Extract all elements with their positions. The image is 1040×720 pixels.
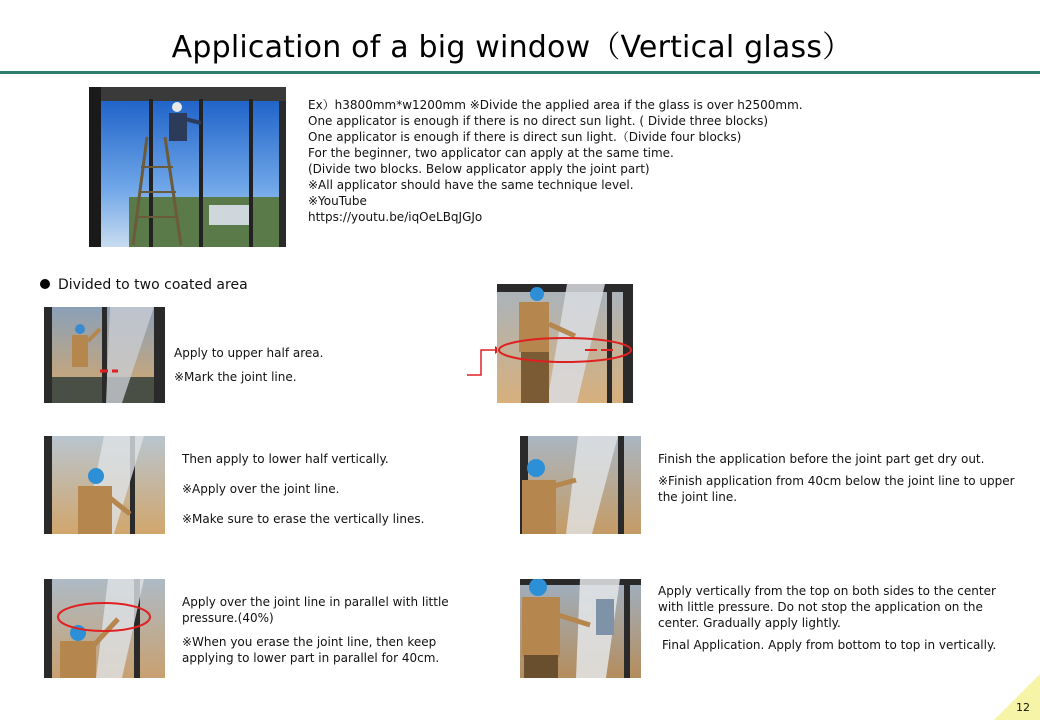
step5-photo — [520, 579, 641, 678]
step-line: Finish the application before the joint part get dry out. — [658, 452, 985, 466]
step4-photo — [520, 436, 641, 534]
step-line: Then apply to lower half vertically. — [182, 452, 389, 466]
intro-line: One applicator is enough if there is direct sun light.（Divide four blocks) — [308, 130, 742, 144]
page-number: 12 — [1016, 701, 1030, 714]
intro-photo — [89, 87, 286, 247]
step1-joint-photo — [497, 284, 633, 403]
step5-text — [658, 583, 998, 653]
step3-photo — [44, 579, 165, 678]
youtube-link[interactable]: https://youtu.be/iqOeLBqJGJo — [308, 210, 483, 224]
intro-line: (Divide two blocks. Below applicator apply the joint part) — [308, 162, 650, 176]
step4-text — [658, 451, 1018, 505]
intro-line: One applicator is enough if there is no direct sun light. ( Divide three blocks) — [308, 114, 768, 128]
step1-text — [174, 345, 464, 385]
step-line: Apply vertically from the top on both sides to the center with little pressure. Do not stop the application on the center. Gradually apply lightly. — [658, 584, 996, 630]
intro-line: For the beginner, two applicator can apply at the same time. — [308, 146, 674, 160]
bullet-icon — [40, 279, 50, 289]
section-heading-text: Divided to two coated area — [58, 277, 248, 293]
step1-photo — [44, 307, 165, 403]
section-heading — [40, 277, 248, 293]
intro-line: ※YouTube — [308, 194, 367, 208]
step-note: Final Application. Apply from bottom to top in vertically. — [662, 638, 997, 652]
intro-line: ※All applicator should have the same technique level. — [308, 178, 634, 192]
title-divider — [0, 71, 1040, 74]
step-note: ※When you erase the joint line, then keep applying to lower part in parallel for 40cm. — [182, 635, 440, 665]
step-note: ※Finish application from 40cm below the joint line to upper the joint line. — [658, 474, 1015, 504]
step3-text — [182, 594, 482, 666]
step-line: Apply over the joint line in parallel with little pressure.(40%) — [182, 595, 449, 625]
intro-line: Ex）h3800mm*w1200mm ※Divide the applied area if the glass is over h2500mm. — [308, 98, 803, 112]
page-title: Application of a big window（Vertical glass） — [171, 30, 853, 65]
intro-text — [308, 97, 803, 225]
step-note: ※Make sure to erase the vertically lines. — [182, 512, 425, 526]
step2-text — [182, 451, 482, 527]
step-note: ※Mark the joint line. — [174, 370, 297, 384]
step-line: Apply to upper half area. — [174, 346, 324, 360]
step-note: ※Apply over the joint line. — [182, 482, 340, 496]
step2-photo — [44, 436, 165, 534]
